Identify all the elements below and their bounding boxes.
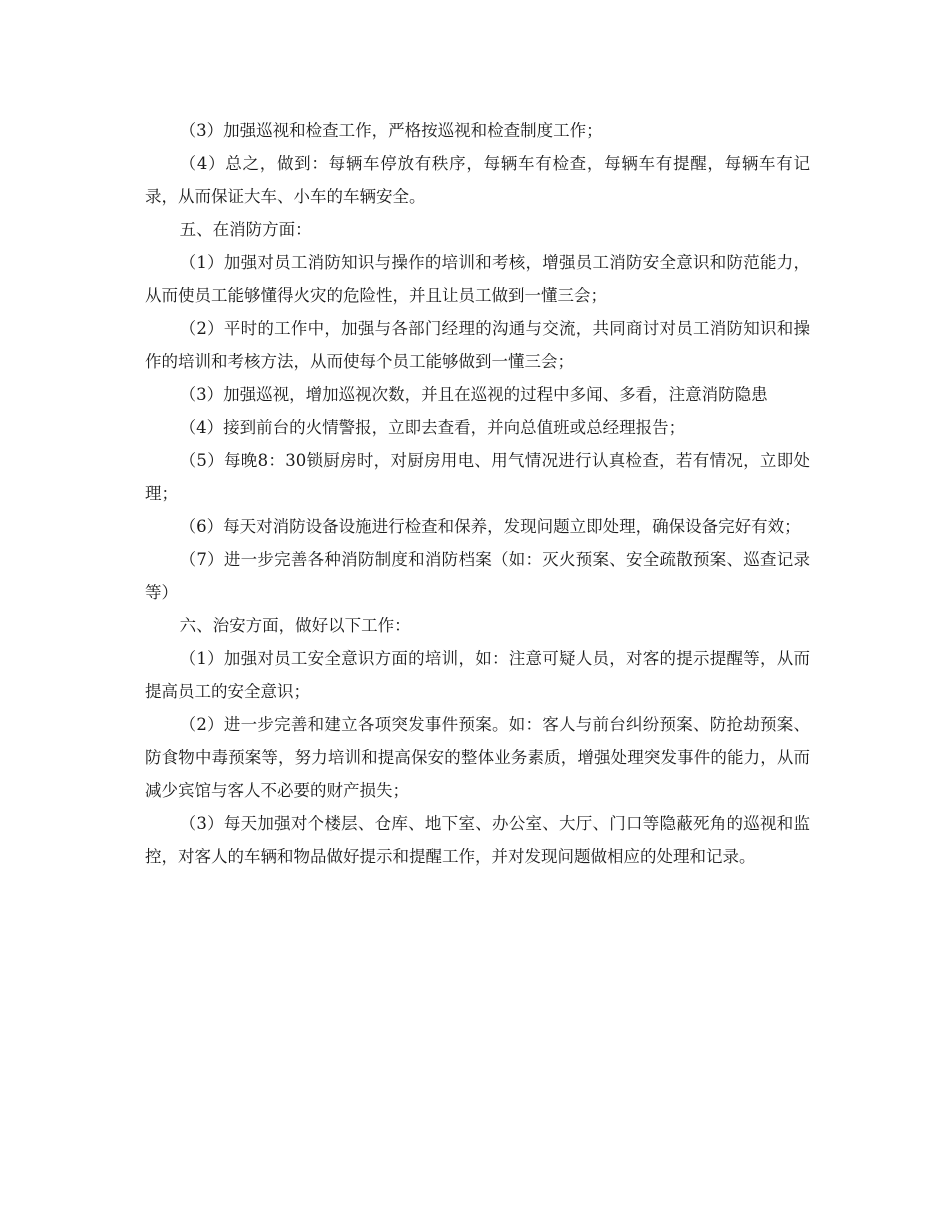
paragraph-fire-1: （1）加强对员工消防知识与操作的培训和考核，增强员工消防安全意识和防范能力，从而使员工能够懂得火灾的危险性，并且让员工做到一懂三会； <box>145 253 810 305</box>
paragraph-parking-4: （4）总之，做到：每辆车停放有秩序，每辆车有检查，每辆车有提醒，每辆车有记录，从而保证大车、小车的车辆安全。 <box>145 154 810 206</box>
paragraph-security-3: （3）每天加强对个楼层、仓库、地下室、办公室、大厅、门口等隐蔽死角的巡视和监控，对客人的车辆和物品做好提示和提醒工作，并对发现问题做相应的处理和记录。 <box>145 814 810 866</box>
paragraph-parking-3: （3）加强巡视和检查工作，严格按巡视和检查制度工作； <box>179 121 603 140</box>
section-heading-security: 六、治安方面，做好以下工作： <box>179 616 411 635</box>
paragraph-fire-3: （3）加强巡视，增加巡视次数，并且在巡视的过程中多闻、多看，注意消防隐患 <box>179 385 768 404</box>
section-heading-fire: 五、在消防方面： <box>179 220 312 239</box>
paragraph-fire-2: （2）平时的工作中，加强与各部门经理的沟通与交流，共同商讨对员工消防知识和操作的培训和考核方法，从而使每个员工能够做到一懂三会； <box>145 319 810 371</box>
document-body <box>145 114 810 873</box>
paragraph-fire-4: （4）接到前台的火情警报，立即去查看，并向总值班或总经理报告； <box>179 418 686 437</box>
paragraph-security-2: （2）进一步完善和建立各项突发事件预案。如：客人与前台纠纷预案、防抢劫预案、防食物中毒预案等，努力培训和提高保安的整体业务素质，增强处理突发事件的能力，从而减少宾馆与客人不必要的财产损失； <box>145 715 810 800</box>
paragraph-security-1: （1）加强对员工安全意识方面的培训，如：注意可疑人员，对客的提示提醒等，从而提高员工的安全意识； <box>145 649 810 701</box>
paragraph-fire-7: （7）进一步完善各种消防制度和消防档案（如：灭火预案、安全疏散预案、巡查记录等） <box>145 550 810 602</box>
paragraph-fire-6: （6）每天对消防设备设施进行检查和保养，发现问题立即处理，确保设备完好有效； <box>179 517 801 536</box>
paragraph-fire-5: （5）每晚8：30锁厨房时，对厨房用电、用气情况进行认真检查，若有情况，立即处理； <box>145 451 810 503</box>
